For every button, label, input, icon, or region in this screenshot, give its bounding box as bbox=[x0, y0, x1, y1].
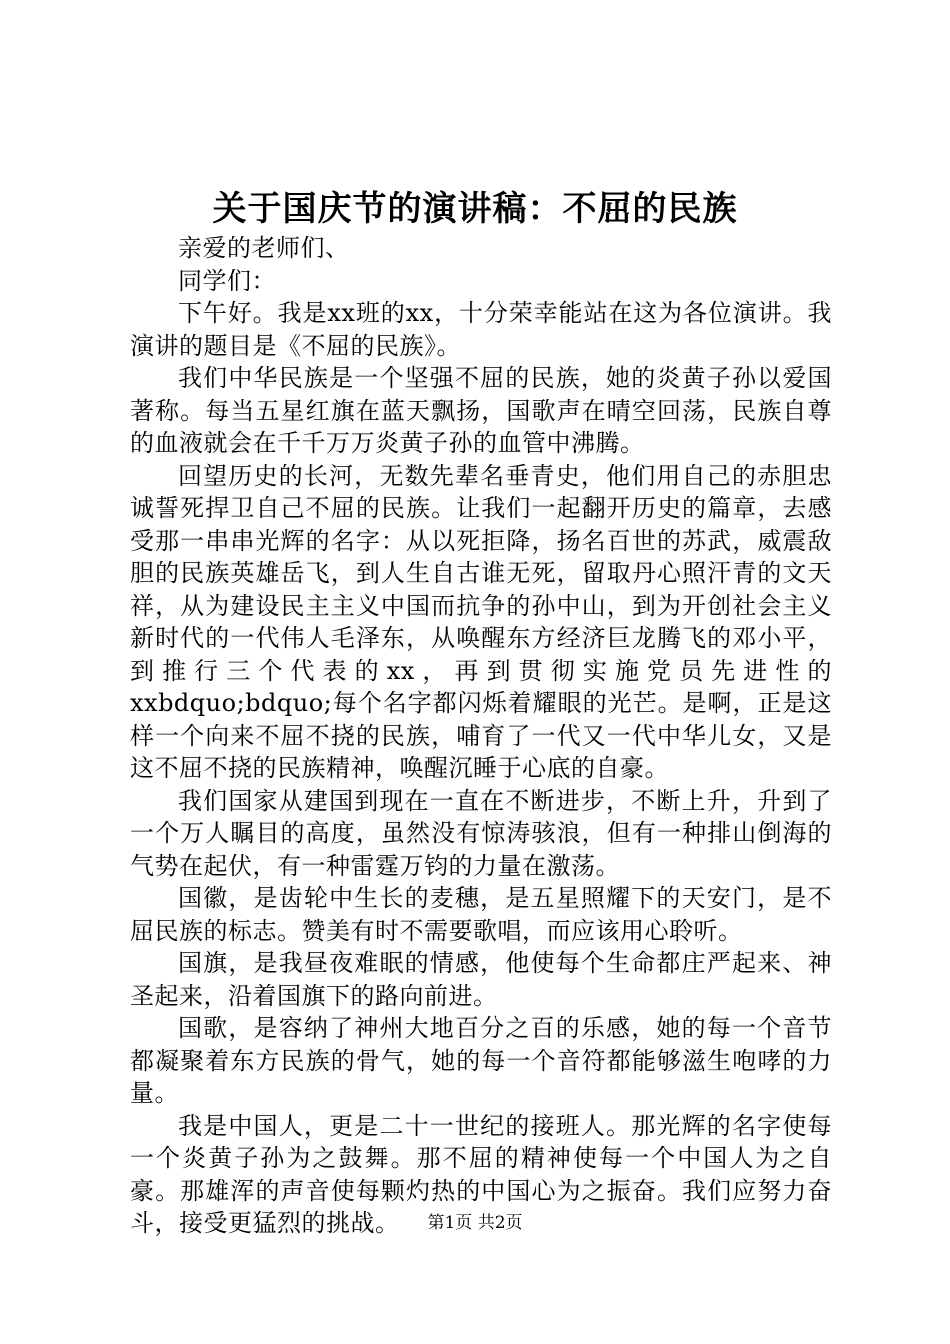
page-number-footer: 第1页 共2页 bbox=[427, 1213, 523, 1233]
body-paragraph: 国旗，是我昼夜难眠的情感，他使每个生命都庄严起来、神圣起来，沿着国旗下的路向前进。 bbox=[130, 949, 832, 1010]
body-paragraph: 下午好。我是xx班的xx，十分荣幸能站在这为各位演讲。我演讲的题目是《不屈的民族》。 bbox=[130, 299, 832, 360]
body-paragraph: 我们中华民族是一个坚强不屈的民族，她的炎黄子孙以爱国著称。每当五星红旗在蓝天飘扬，国歌声在晴空回荡，民族自尊的血液就会在千千万万炎黄子孙的血管中沸腾。 bbox=[130, 364, 832, 457]
salutation-line: 亲爱的老师们、 bbox=[178, 234, 350, 262]
body-paragraph: 国徽，是齿轮中生长的麦穗，是五星照耀下的天安门，是不屈民族的标志。赞美有时不需要歌唱，而应该用心聆听。 bbox=[130, 884, 832, 945]
page-title: 关于国庆节的演讲稿：不屈的民族 bbox=[212, 189, 738, 229]
salutation-line: 同学们： bbox=[178, 266, 276, 295]
body-paragraph: 我是中国人，更是二十一世纪的接班人。那光辉的名字使每一个炎黄子孙为之鼓舞。那不屈的精神使每一个中国人为之自豪。那雄浑的声音使每颗灼热的中国心为之振奋。我们应努力奋斗，接受更猛烈的挑战。 bbox=[130, 1111, 832, 1237]
body-paragraph: 我们国家从建国到现在一直在不断进步，不断上升，升到了一个万人瞩目的高度，虽然没有惊涛骇浪，但有一种排山倒海的气势在起伏，有一种雷霆万钧的力量在激荡。 bbox=[130, 786, 832, 880]
body-paragraph: 国歌，是容纳了神州大地百分之百的乐感，她的每一个音节都凝聚着东方民族的骨气，她的每一个音符都能够滋生咆哮的力量。 bbox=[130, 1014, 832, 1107]
document-body bbox=[130, 232, 832, 1240]
body-paragraph: 回望历史的长河，无数先辈名垂青史，他们用自己的赤胆忠诚誓死捍卫自己不屈的民族。让我们一起翻开历史的篇章，去感受那一串串光辉的名字：从以死拒降，扬名百世的苏武，威震敌胆的民族英雄岳飞，到人生自古谁无死，留取丹心照汗青的文天祥，从为建设民主主义中国而抗争的孙中山，到为开创社会主义新时代的一代伟人毛泽东，从唤醒东方经济巨龙腾飞的邓小平，到推行三个代表的xx，再到贯彻实施党员先进性的xxbdquo;bdquo;每个名字都闪烁着耀眼的光芒。是啊，正是这样一个向来不屈不挠的民族，哺育了一代又一代中华儿女，又是这不屈不挠的民族精神，唤醒沉睡于心底的自豪。 bbox=[130, 461, 832, 782]
